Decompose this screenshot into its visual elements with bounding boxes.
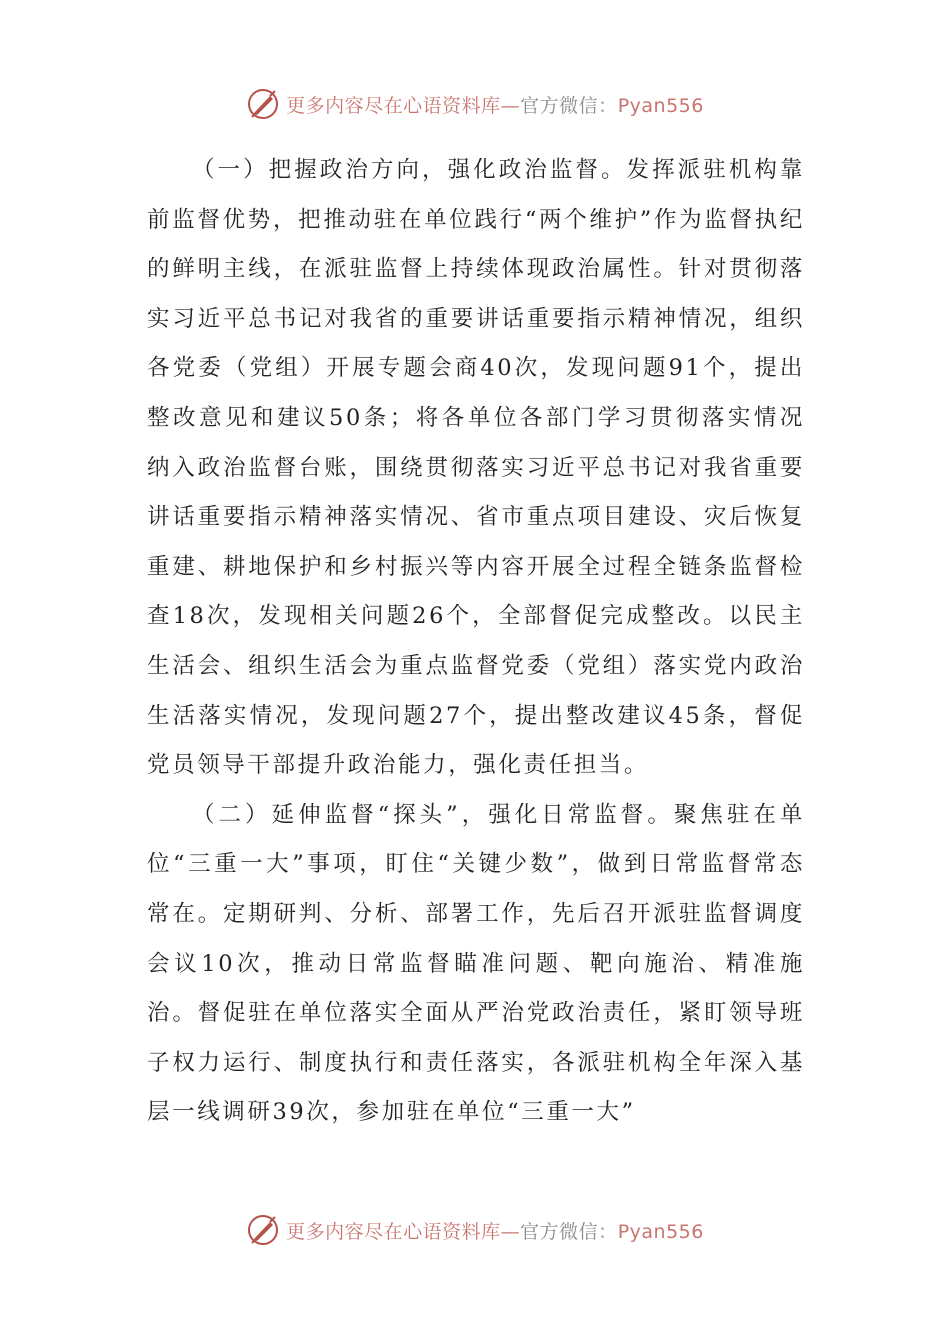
footer-watermark <box>0 1210 950 1250</box>
watermark-dash: — <box>500 1220 521 1243</box>
document-body <box>147 146 805 1138</box>
watermark-text <box>286 91 704 118</box>
watermark-official: 官方微信： <box>520 94 618 117</box>
paragraph-daily-supervision: （二）延伸监督“探头”，强化日常监督。聚焦驻在单位“三重一大”事项，盯住“关键少数”，做到日常监督常态常在。定期研判、分析、部署工作，先后召开派驻监督调度会议10次，推动日常监督瞄准问题、靶向施治、精准施治。督促驻在单位落实全面从严治党政治责任，紧盯领导班子权力运行、制度执行和责任落实，各派驻机构全年深入基层一线调研39次，参加驻在单位“三重一大” <box>147 801 805 1126</box>
watermark-wechat-id: Pyan556 <box>617 1220 704 1243</box>
header-watermark <box>0 84 950 124</box>
watermark-wechat-id: Pyan556 <box>617 94 704 117</box>
watermark-official: 官方微信： <box>520 1220 618 1243</box>
watermark-site: 更多内容尽在心语资料库 <box>286 1220 501 1243</box>
watermark-dash: — <box>500 94 521 117</box>
quill-logo-icon <box>246 87 280 121</box>
watermark-text <box>286 1217 704 1244</box>
watermark-site: 更多内容尽在心语资料库 <box>286 94 501 117</box>
quill-logo-icon <box>246 1213 280 1247</box>
paragraph-political-supervision: （一）把握政治方向，强化政治监督。发挥派驻机构靠前监督优势，把推动驻在单位践行“两个维护”作为监督执纪的鲜明主线，在派驻监督上持续体现政治属性。针对贯彻落实习近平总书记对我省的重要讲话重要指示精神情况，组织各党委（党组）开展专题会商40次，发现问题91个，提出整改意见和建议50条；将各单位各部门学习贯彻落实情况纳入政治监督台账，围绕贯彻落实习近平总书记对我省重要讲话重要指示精神落实情况、省市重点项目建设、灾后恢复重建、耕地保护和乡村振兴等内容开展全过程全链条监督检查18次，发现相关问题26个，全部督促完成整改。以民主生活会、组织生活会为重点监督党委（党组）落实党内政治生活落实情况，发现问题27个，提出整改建议45条，督促党员领导干部提升政治能力，强化责任担当。 <box>147 157 805 779</box>
